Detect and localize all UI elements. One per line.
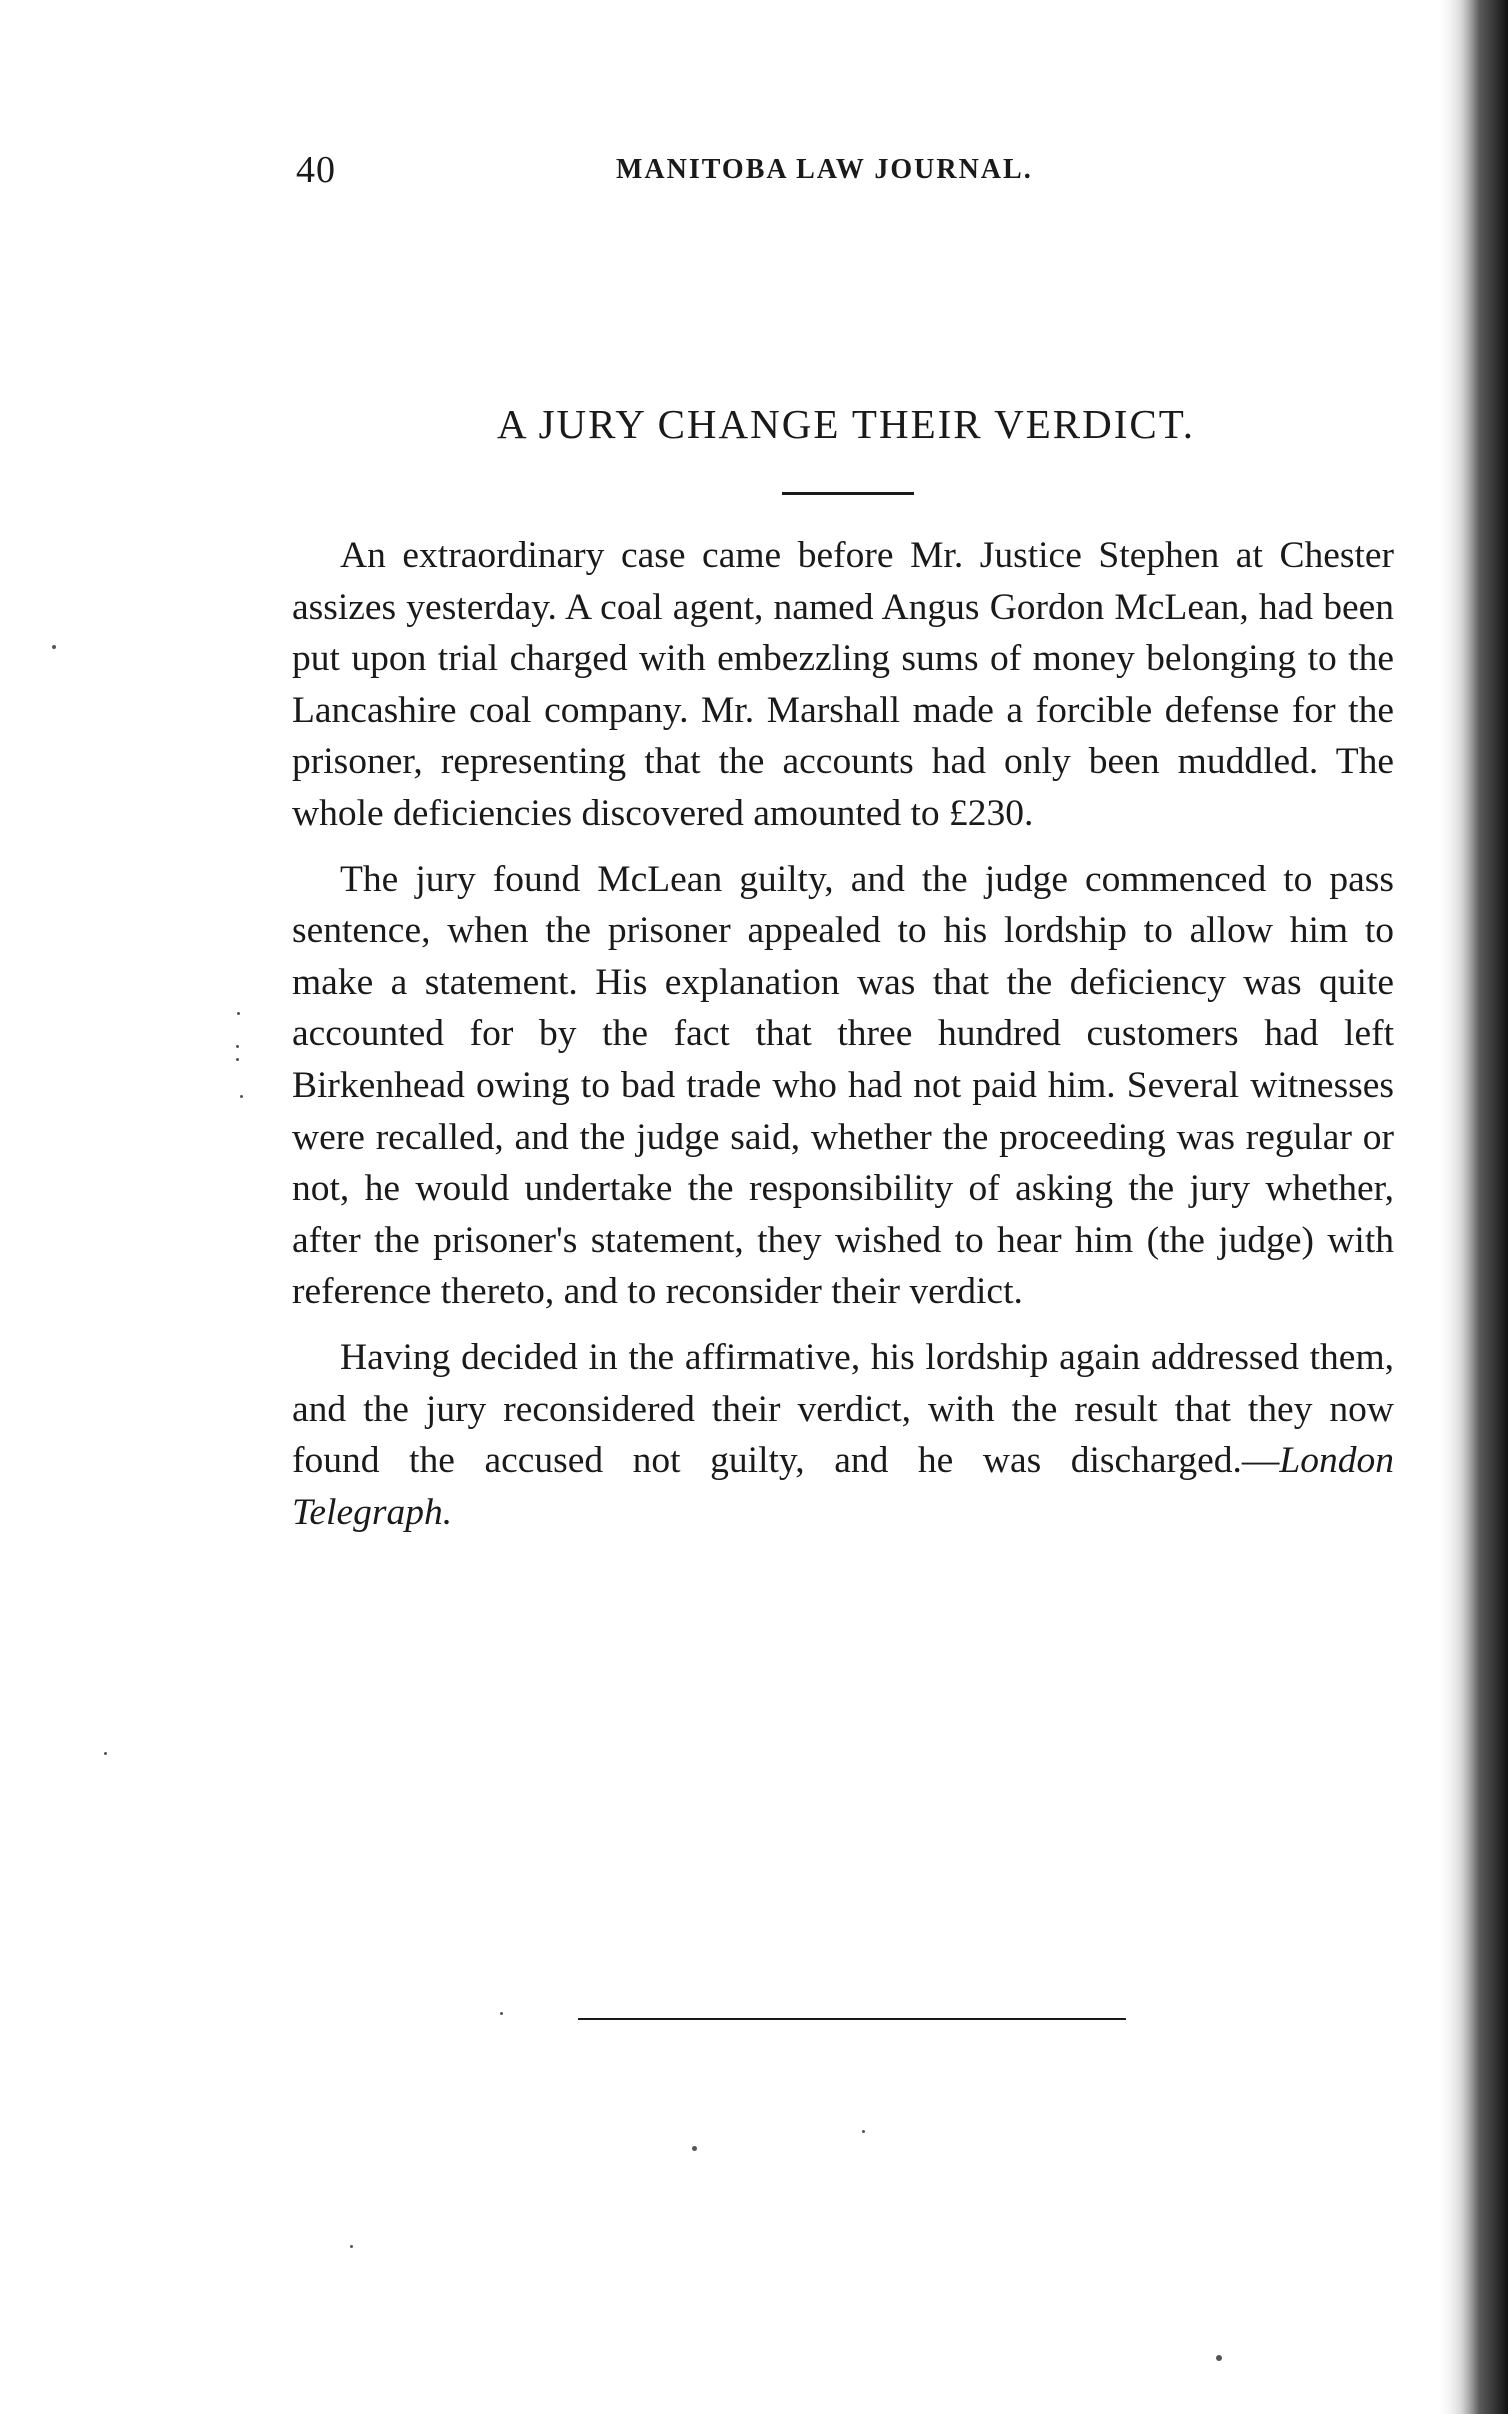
speck <box>1216 2355 1222 2361</box>
paragraph-3-text: Having decided in the affirmative, his lordship again addressed them, and the jury reconsidered their verdict, with the result that they now found the accused not guilty, and he was discharged.— <box>292 1336 1394 1482</box>
speck <box>692 2146 697 2151</box>
speck <box>500 2012 503 2015</box>
speck <box>104 1752 107 1755</box>
running-head <box>296 148 1076 198</box>
paragraph-1: An extraordinary case came before Mr. Justice Stephen at Chester assizes yesterday. A coal agent, named Angus Gordon McLean, had been put upon trial charged with embezzling sums of money belonging to the Lancashire coal company. Mr. Marshall made a forcible defense for the prisoner, representing that the accounts had only been muddled. The whole deficiencies discovered amounted to £230. <box>292 535 1394 834</box>
paragraph-2: The jury found McLean guilty, and the judge commenced to pass sentence, when the prisoner appealed to his lordship to allow him to make a statement. His explanation was that the deficiency was quite accounted for by the fact that three hundred customers had left Birkenhead owing to bad trade who had not paid him. Several witnesses were recalled, and the judge said, whether the proceeding was regular or not, he would undertake the responsibility of asking the jury whether, after the prisoner's statement, they wished to hear him (the judge) with reference thereto, and to reconsider their verdict. <box>292 858 1394 1313</box>
article-title: A JURY CHANGE THEIR VERDICT. <box>497 401 1195 447</box>
title-rule <box>782 492 914 495</box>
source-citation: London Telegraph. <box>292 1440 1394 1533</box>
journal-name: MANITOBA LAW JOURNAL. <box>616 154 1033 185</box>
speck <box>236 1045 239 1048</box>
speck <box>237 1012 240 1015</box>
speck <box>52 645 56 649</box>
page-number: 40 <box>296 149 336 191</box>
speck <box>240 1095 243 1098</box>
binding-edge-shadow <box>1436 0 1508 2414</box>
paragraph-3 <box>292 1332 1394 1538</box>
bottom-rule <box>578 2018 1126 2020</box>
speck <box>236 1058 239 1061</box>
speck <box>862 2130 865 2133</box>
speck <box>350 2245 353 2248</box>
article-body <box>292 530 1394 1552</box>
